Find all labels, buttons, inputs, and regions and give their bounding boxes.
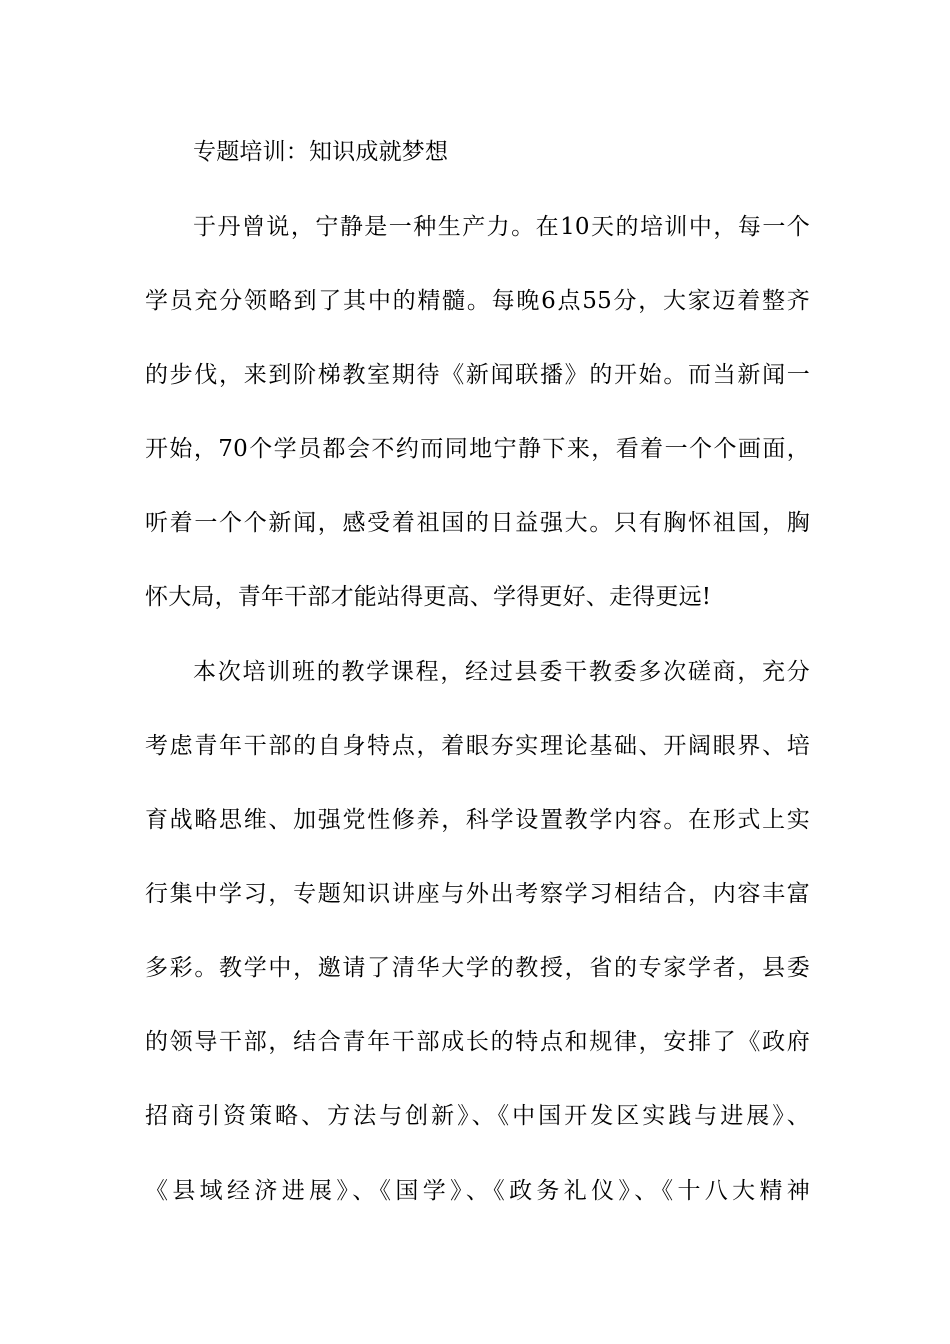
paragraph-line: 育战略思维、加强党性修养，科学设置教学内容。在形式上实 [145, 807, 810, 833]
paragraph-line: 的领导干部，结合青年干部成长的特点和规律，安排了《政府 [145, 1029, 810, 1055]
paragraph-line: 本次培训班的教学课程，经过县委干教委多次磋商，充分 [193, 659, 810, 685]
paragraph-line: 《县域经济进展》、《国学》、《政务礼仪》、《十八大精神 [145, 1178, 810, 1204]
paragraph-line: 行集中学习，专题知识讲座与外出考察学习相结合，内容丰富 [145, 881, 810, 907]
paragraph-line: 怀大局，青年干部才能站得更高、学得更好、走得更远! [145, 584, 712, 610]
paragraph-line: 听着一个个新闻，感受着祖国的日益强大。只有胸怀祖国，胸 [145, 510, 810, 536]
paragraph-line: 于丹曾说，宁静是一种生产力。在10天的培训中，每一个 [193, 214, 810, 240]
paragraph-line: 多彩。教学中，邀请了清华大学的教授，省的专家学者，县委 [145, 955, 810, 981]
paragraph-line: 考虑青年干部的自身特点，着眼夯实理论基础、开阔眼界、培 [145, 733, 810, 759]
paragraph-line: 学员充分领略到了其中的精髓。每晚6点55分，大家迈着整齐 [145, 288, 810, 314]
paragraph-line: 的步伐，来到阶梯教室期待《新闻联播》的开始。而当新闻一 [145, 362, 810, 388]
paragraph-line: 招商引资策略、方法与创新》、《中国开发区实践与进展》、 [145, 1103, 810, 1129]
document-heading: 专题培训：知识成就梦想 [193, 139, 449, 165]
paragraph-line: 开始，70个学员都会不约而同地宁静下来，看着一个个画面， [145, 436, 810, 462]
